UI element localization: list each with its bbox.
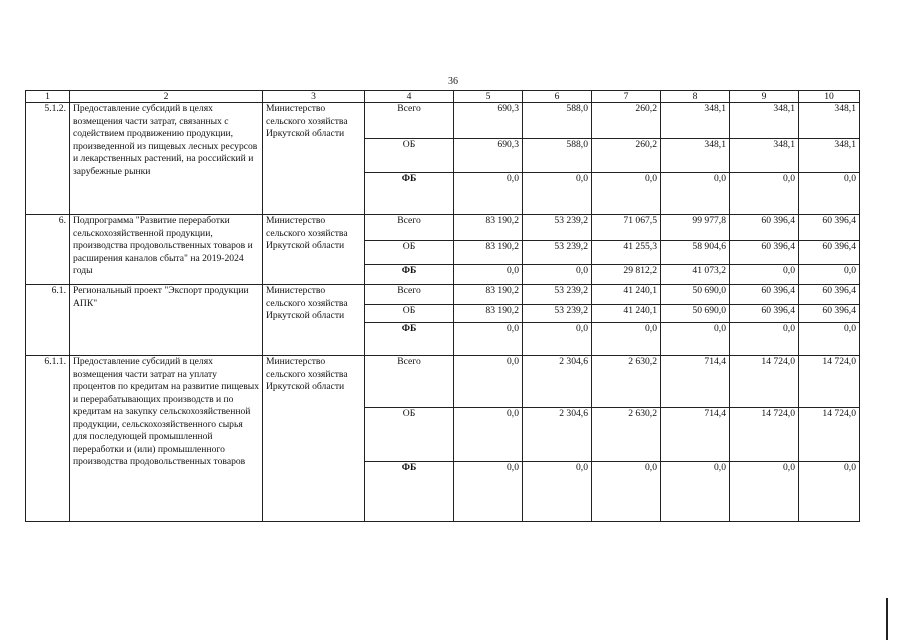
table-row xyxy=(26,103,860,139)
value-cell: 0,0 xyxy=(523,323,592,356)
funding-type: Всего xyxy=(365,356,454,408)
value-cell: 0,0 xyxy=(799,462,860,522)
value-cell: 0,0 xyxy=(730,323,799,356)
funding-type: ФБ xyxy=(365,462,454,522)
table-row xyxy=(26,356,860,408)
section-code: 6.1. xyxy=(26,285,70,356)
value-cell: 0,0 xyxy=(661,462,730,522)
value-cell: 0,0 xyxy=(592,173,661,215)
value-cell: 0,0 xyxy=(592,462,661,522)
value-cell: 348,1 xyxy=(799,139,860,173)
value-cell: 14 724,0 xyxy=(730,356,799,408)
header-cell: 7 xyxy=(592,91,661,103)
value-cell: 60 396,4 xyxy=(799,305,860,323)
value-cell: 0,0 xyxy=(799,265,860,285)
value-cell: 53 239,2 xyxy=(523,285,592,305)
value-cell: 60 396,4 xyxy=(799,215,860,241)
value-cell: 0,0 xyxy=(661,173,730,215)
header-cell: 9 xyxy=(730,91,799,103)
funding-type: ФБ xyxy=(365,173,454,215)
scan-edge-line xyxy=(886,598,888,640)
section-executor: Министерство сельского хозяйства Иркутской области xyxy=(263,215,365,285)
funding-type: Всего xyxy=(365,285,454,305)
funding-type: ФБ xyxy=(365,323,454,356)
value-cell: 0,0 xyxy=(454,408,523,462)
value-cell: 83 190,2 xyxy=(454,285,523,305)
value-cell: 41 255,3 xyxy=(592,241,661,265)
value-cell: 29 812,2 xyxy=(592,265,661,285)
value-cell: 60 396,4 xyxy=(730,215,799,241)
value-cell: 83 190,2 xyxy=(454,305,523,323)
value-cell: 348,1 xyxy=(661,139,730,173)
value-cell: 348,1 xyxy=(661,103,730,139)
table-row xyxy=(26,285,860,305)
section-executor: Министерство сельского хозяйства Иркутской области xyxy=(263,356,365,522)
funding-type: ОБ xyxy=(365,241,454,265)
value-cell: 2 304,6 xyxy=(523,356,592,408)
value-cell: 60 396,4 xyxy=(799,241,860,265)
value-cell: 2 304,6 xyxy=(523,408,592,462)
value-cell: 99 977,8 xyxy=(661,215,730,241)
value-cell: 0,0 xyxy=(454,323,523,356)
section-name: Региональный проект "Экспорт продукции АПК" xyxy=(70,285,263,356)
value-cell: 690,3 xyxy=(454,103,523,139)
value-cell: 50 690,0 xyxy=(661,285,730,305)
value-cell: 0,0 xyxy=(799,173,860,215)
value-cell: 58 904,6 xyxy=(661,241,730,265)
value-cell: 0,0 xyxy=(454,265,523,285)
value-cell: 41 073,2 xyxy=(661,265,730,285)
header-cell: 8 xyxy=(661,91,730,103)
value-cell: 0,0 xyxy=(454,356,523,408)
funding-type: ОБ xyxy=(365,408,454,462)
header-cell: 4 xyxy=(365,91,454,103)
value-cell: 41 240,1 xyxy=(592,285,661,305)
value-cell: 2 630,2 xyxy=(592,356,661,408)
header-cell: 2 xyxy=(70,91,263,103)
value-cell: 714,4 xyxy=(661,408,730,462)
value-cell: 0,0 xyxy=(661,323,730,356)
section-name: Предоставление субсидий в целях возмещения части затрат, связанных с содействием продвижению продукции, произведенной из пищевых лесных ресурсов и лекарственных растений, на российский и зарубежные рынки xyxy=(70,103,263,215)
value-cell: 71 067,5 xyxy=(592,215,661,241)
page-number: 36 xyxy=(448,76,458,87)
value-cell: 348,1 xyxy=(799,103,860,139)
value-cell: 60 396,4 xyxy=(730,241,799,265)
funding-type: ФБ xyxy=(365,265,454,285)
section-code: 6.1.1. xyxy=(26,356,70,522)
section-executor: Министерство сельского хозяйства Иркутской области xyxy=(263,103,365,215)
value-cell: 14 724,0 xyxy=(799,408,860,462)
value-cell: 53 239,2 xyxy=(523,215,592,241)
value-cell: 60 396,4 xyxy=(799,285,860,305)
header-cell: 1 xyxy=(26,91,70,103)
value-cell: 690,3 xyxy=(454,139,523,173)
header-cell: 6 xyxy=(523,91,592,103)
value-cell: 588,0 xyxy=(523,139,592,173)
value-cell: 348,1 xyxy=(730,103,799,139)
header-cell: 10 xyxy=(799,91,860,103)
section-name: Подпрограмма "Развитие переработки сельскохозяйственной продукции, производства продовольственных товаров и расширения каналов сбыта" на 2019-2024 годы xyxy=(70,215,263,285)
value-cell: 41 240,1 xyxy=(592,305,661,323)
header-cell: 3 xyxy=(263,91,365,103)
value-cell: 83 190,2 xyxy=(454,215,523,241)
value-cell: 0,0 xyxy=(730,265,799,285)
value-cell: 714,4 xyxy=(661,356,730,408)
section-code: 6. xyxy=(26,215,70,285)
value-cell: 53 239,2 xyxy=(523,241,592,265)
value-cell: 60 396,4 xyxy=(730,305,799,323)
value-cell: 0,0 xyxy=(592,323,661,356)
value-cell: 0,0 xyxy=(523,173,592,215)
funding-type: ОБ xyxy=(365,305,454,323)
value-cell: 260,2 xyxy=(592,139,661,173)
value-cell: 2 630,2 xyxy=(592,408,661,462)
value-cell: 0,0 xyxy=(523,462,592,522)
section-name: Предоставление субсидий в целях возмещения части затрат на уплату процентов по кредитам на развитие пищевых и перерабатывающих производств и по кредитам на закупку сельскохозяйственной продукции, сельскохозяйственного сырья для последующей промышленной переработки и (или) промышленного производства продовольственных товаров xyxy=(70,356,263,522)
value-cell: 14 724,0 xyxy=(799,356,860,408)
value-cell: 0,0 xyxy=(799,323,860,356)
section-executor: Министерство сельского хозяйства Иркутской области xyxy=(263,285,365,356)
funding-type: Всего xyxy=(365,103,454,139)
funding-type: Всего xyxy=(365,215,454,241)
value-cell: 588,0 xyxy=(523,103,592,139)
value-cell: 50 690,0 xyxy=(661,305,730,323)
header-row xyxy=(26,91,860,103)
value-cell: 260,2 xyxy=(592,103,661,139)
value-cell: 0,0 xyxy=(454,462,523,522)
funding-type: ОБ xyxy=(365,139,454,173)
value-cell: 0,0 xyxy=(454,173,523,215)
value-cell: 14 724,0 xyxy=(730,408,799,462)
budget-table xyxy=(25,90,860,522)
section-code: 5.1.2. xyxy=(26,103,70,215)
value-cell: 0,0 xyxy=(730,462,799,522)
value-cell: 53 239,2 xyxy=(523,305,592,323)
value-cell: 0,0 xyxy=(523,265,592,285)
value-cell: 0,0 xyxy=(730,173,799,215)
table-row xyxy=(26,215,860,241)
value-cell: 83 190,2 xyxy=(454,241,523,265)
value-cell: 60 396,4 xyxy=(730,285,799,305)
header-cell: 5 xyxy=(454,91,523,103)
value-cell: 348,1 xyxy=(730,139,799,173)
